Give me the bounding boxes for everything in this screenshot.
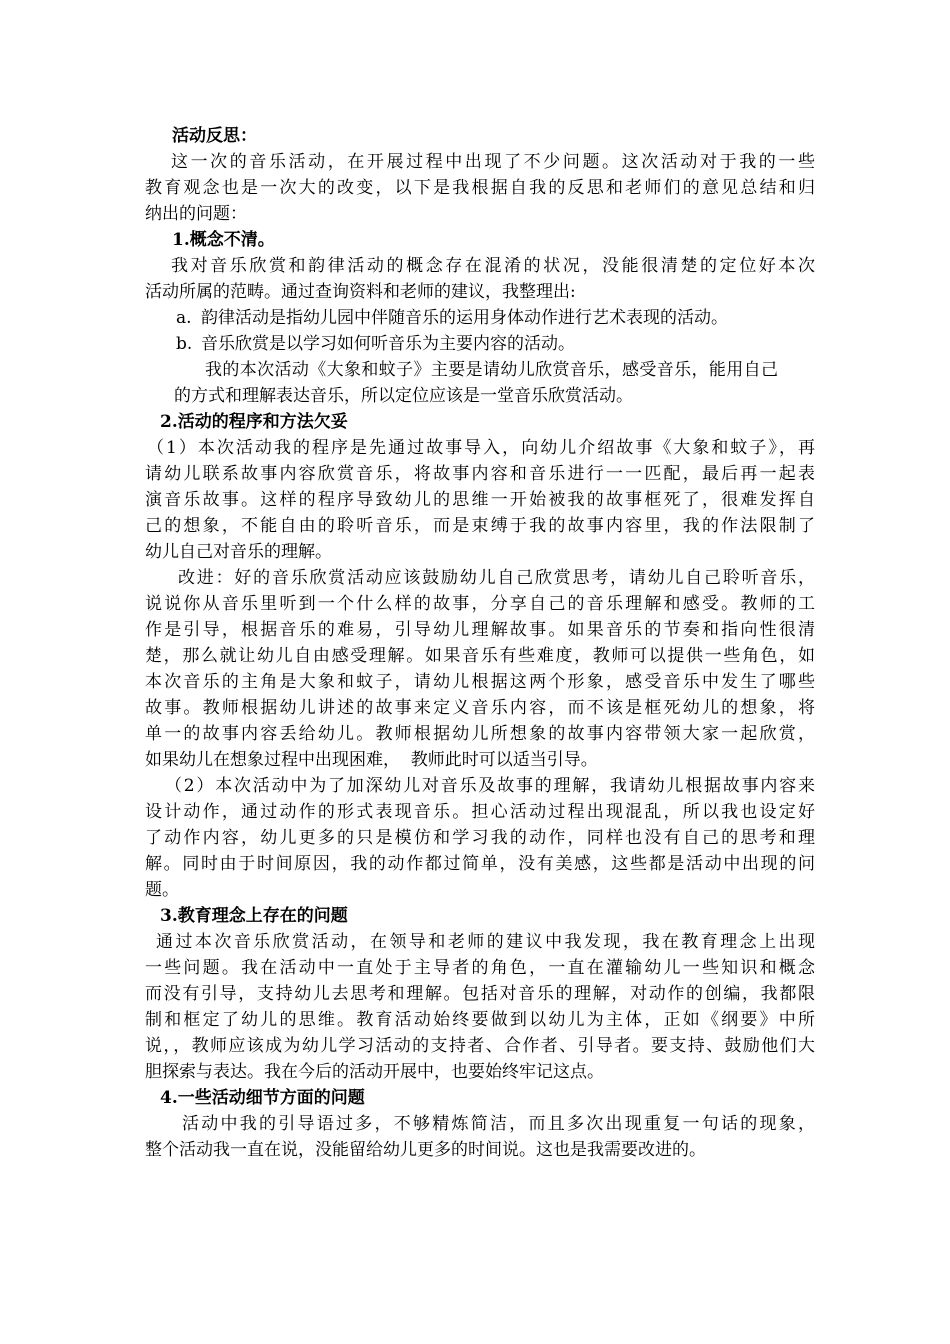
- section-3-line-1: 通过本次音乐欣赏活动，在领导和老师的建议中我发现，我在教育理念上出现: [156, 932, 815, 952]
- section-4-title: 4.一些活动细节方面的问题: [160, 1088, 365, 1108]
- section-2-p1-line-5: 幼儿自己对音乐的理解。: [145, 542, 332, 562]
- section-2-p1-line-2: 请幼儿联系故事内容欣赏音乐，将故事内容和音乐进行一一匹配，最后再一起表: [145, 464, 815, 484]
- intro-line-1: 这一次的音乐活动，在开展过程中出现了不少问题。这次活动对于我的一些: [171, 152, 815, 172]
- section-2-p2-line-4: 楚，那么就让幼儿自由感受理解。如果音乐有些难度，教师可以提供一些角色，如: [145, 646, 815, 666]
- intro-line-2: 教育观念也是一次大的改变，以下是我根据自我的反思和老师们的意见总结和归: [145, 178, 815, 198]
- section-2-p3-line-1: （2）本次活动中为了加深幼儿对音乐及故事的理解，我请幼儿根据故事内容来: [165, 776, 815, 796]
- section-2-p1-line-1: （1）本次活动我的程序是先通过故事导入，向幼儿介绍故事《大象和蚊子》，再: [147, 438, 815, 458]
- section-1-line-2: 活动所属的范畴。通过查询资料和老师的建议，我整理出:: [145, 282, 576, 302]
- section-2-p2-line-1: 改进：好的音乐欣赏活动应该鼓励幼儿自己欣赏思考，请幼儿自己聆听音乐，: [178, 568, 815, 588]
- section-4-line-2: 整个活动我一直在说，没能留给幼儿更多的时间说。这也是我需要改进的。: [145, 1140, 706, 1160]
- list-marker-b: b.: [176, 334, 193, 354]
- section-2-p1-line-3: 演音乐故事。这样的程序导致幼儿的思维一开始被我的故事框死了，很难发挥自: [145, 490, 815, 510]
- section-3-line-5: 说，，教师应该成为幼儿学习活动的支持者、合作者、引导者。要支持、鼓励他们大: [145, 1036, 815, 1056]
- section-2-p2-line-5: 本次音乐的主角是大象和蚊子，请幼儿根据这两个形象，感受音乐中发生了哪些: [145, 672, 815, 692]
- section-2-p1-line-4: 己的想象，不能自由的聆听音乐，而是束缚于我的故事内容里，我的作法限制了: [145, 516, 815, 536]
- section-2-title: 2.活动的程序和方法欠妥: [160, 412, 348, 432]
- section-3-line-4: 制和框定了幼儿的思维。教育活动始终要做到以幼儿为主体，正如《纲要》中所: [145, 1010, 815, 1030]
- list-item-a: 韵律活动是指幼儿园中伴随音乐的运用身体动作进行艺术表现的活动。: [201, 308, 728, 328]
- section-4-line-1: 活动中我的引导语过多，不够精炼简洁，而且多次出现重复一句话的现象，: [182, 1114, 815, 1134]
- section-1-note-2: 的方式和理解表达音乐，所以定位应该是一堂音乐欣赏活动。: [174, 386, 633, 406]
- section-2-p2-line-6: 故事。教师根据幼儿讲述的故事来定义音乐内容，而不该是框死幼儿的想象，将: [145, 698, 815, 718]
- section-3-line-3: 而没有引导，支持幼儿去思考和理解。包括对音乐的理解，对动作的创编，我都限: [145, 984, 815, 1004]
- intro-line-3: 纳出的问题：: [145, 204, 247, 224]
- section-3-title: 3.教育理念上存在的问题: [160, 906, 348, 926]
- section-1-title: 1.概念不清。: [172, 230, 275, 250]
- section-2-p2-line-2: 说说你从音乐里听到一个什么样的故事，分享自己的音乐理解和感受。教师的工: [145, 594, 815, 614]
- section-2-p2-line-7: 单一的故事内容丢给幼儿。教师根据幼儿所想象的故事内容带领大家一起欣赏，: [145, 724, 815, 744]
- list-item-b: 音乐欣赏是以学习如何听音乐为主要内容的活动。: [201, 334, 575, 354]
- section-2-p2-line-3: 作是引导，根据音乐的难易，引导幼儿理解故事。如果音乐的节奏和指向性很清: [145, 620, 815, 640]
- list-marker-a: a.: [176, 308, 192, 328]
- heading-reflection: 活动反思：: [172, 126, 257, 146]
- section-2-p3-line-3: 了动作内容，幼儿更多的只是模仿和学习我的动作，同样也没有自己的思考和理: [145, 828, 815, 848]
- section-1-line-1: 我对音乐欣赏和韵律活动的概念存在混淆的状况，没能很清楚的定位好本次: [171, 256, 815, 276]
- section-2-p3-line-5: 题。: [145, 880, 179, 900]
- section-2-p2-line-8: 如果幼儿在想象过程中出现困难， 教师此时可以适当引导。: [145, 750, 598, 770]
- section-3-line-6: 胆探索与表达。我在今后的活动开展中，也要始终牢记这点。: [145, 1062, 604, 1082]
- section-3-line-2: 一些问题。我在活动中一直处于主导者的角色，一直在灌输幼儿一些知识和概念: [145, 958, 815, 978]
- section-2-p3-line-2: 设计动作，通过动作的形式表现音乐。担心活动过程出现混乱，所以我也设定好: [145, 802, 815, 822]
- section-2-p3-line-4: 解。同时由于时间原因，我的动作都过简单，没有美感，这些都是活动中出现的问: [145, 854, 815, 874]
- section-1-note-1: 我的本次活动《大象和蚊子》主要是请幼儿欣赏音乐，感受音乐，能用自己: [205, 360, 778, 380]
